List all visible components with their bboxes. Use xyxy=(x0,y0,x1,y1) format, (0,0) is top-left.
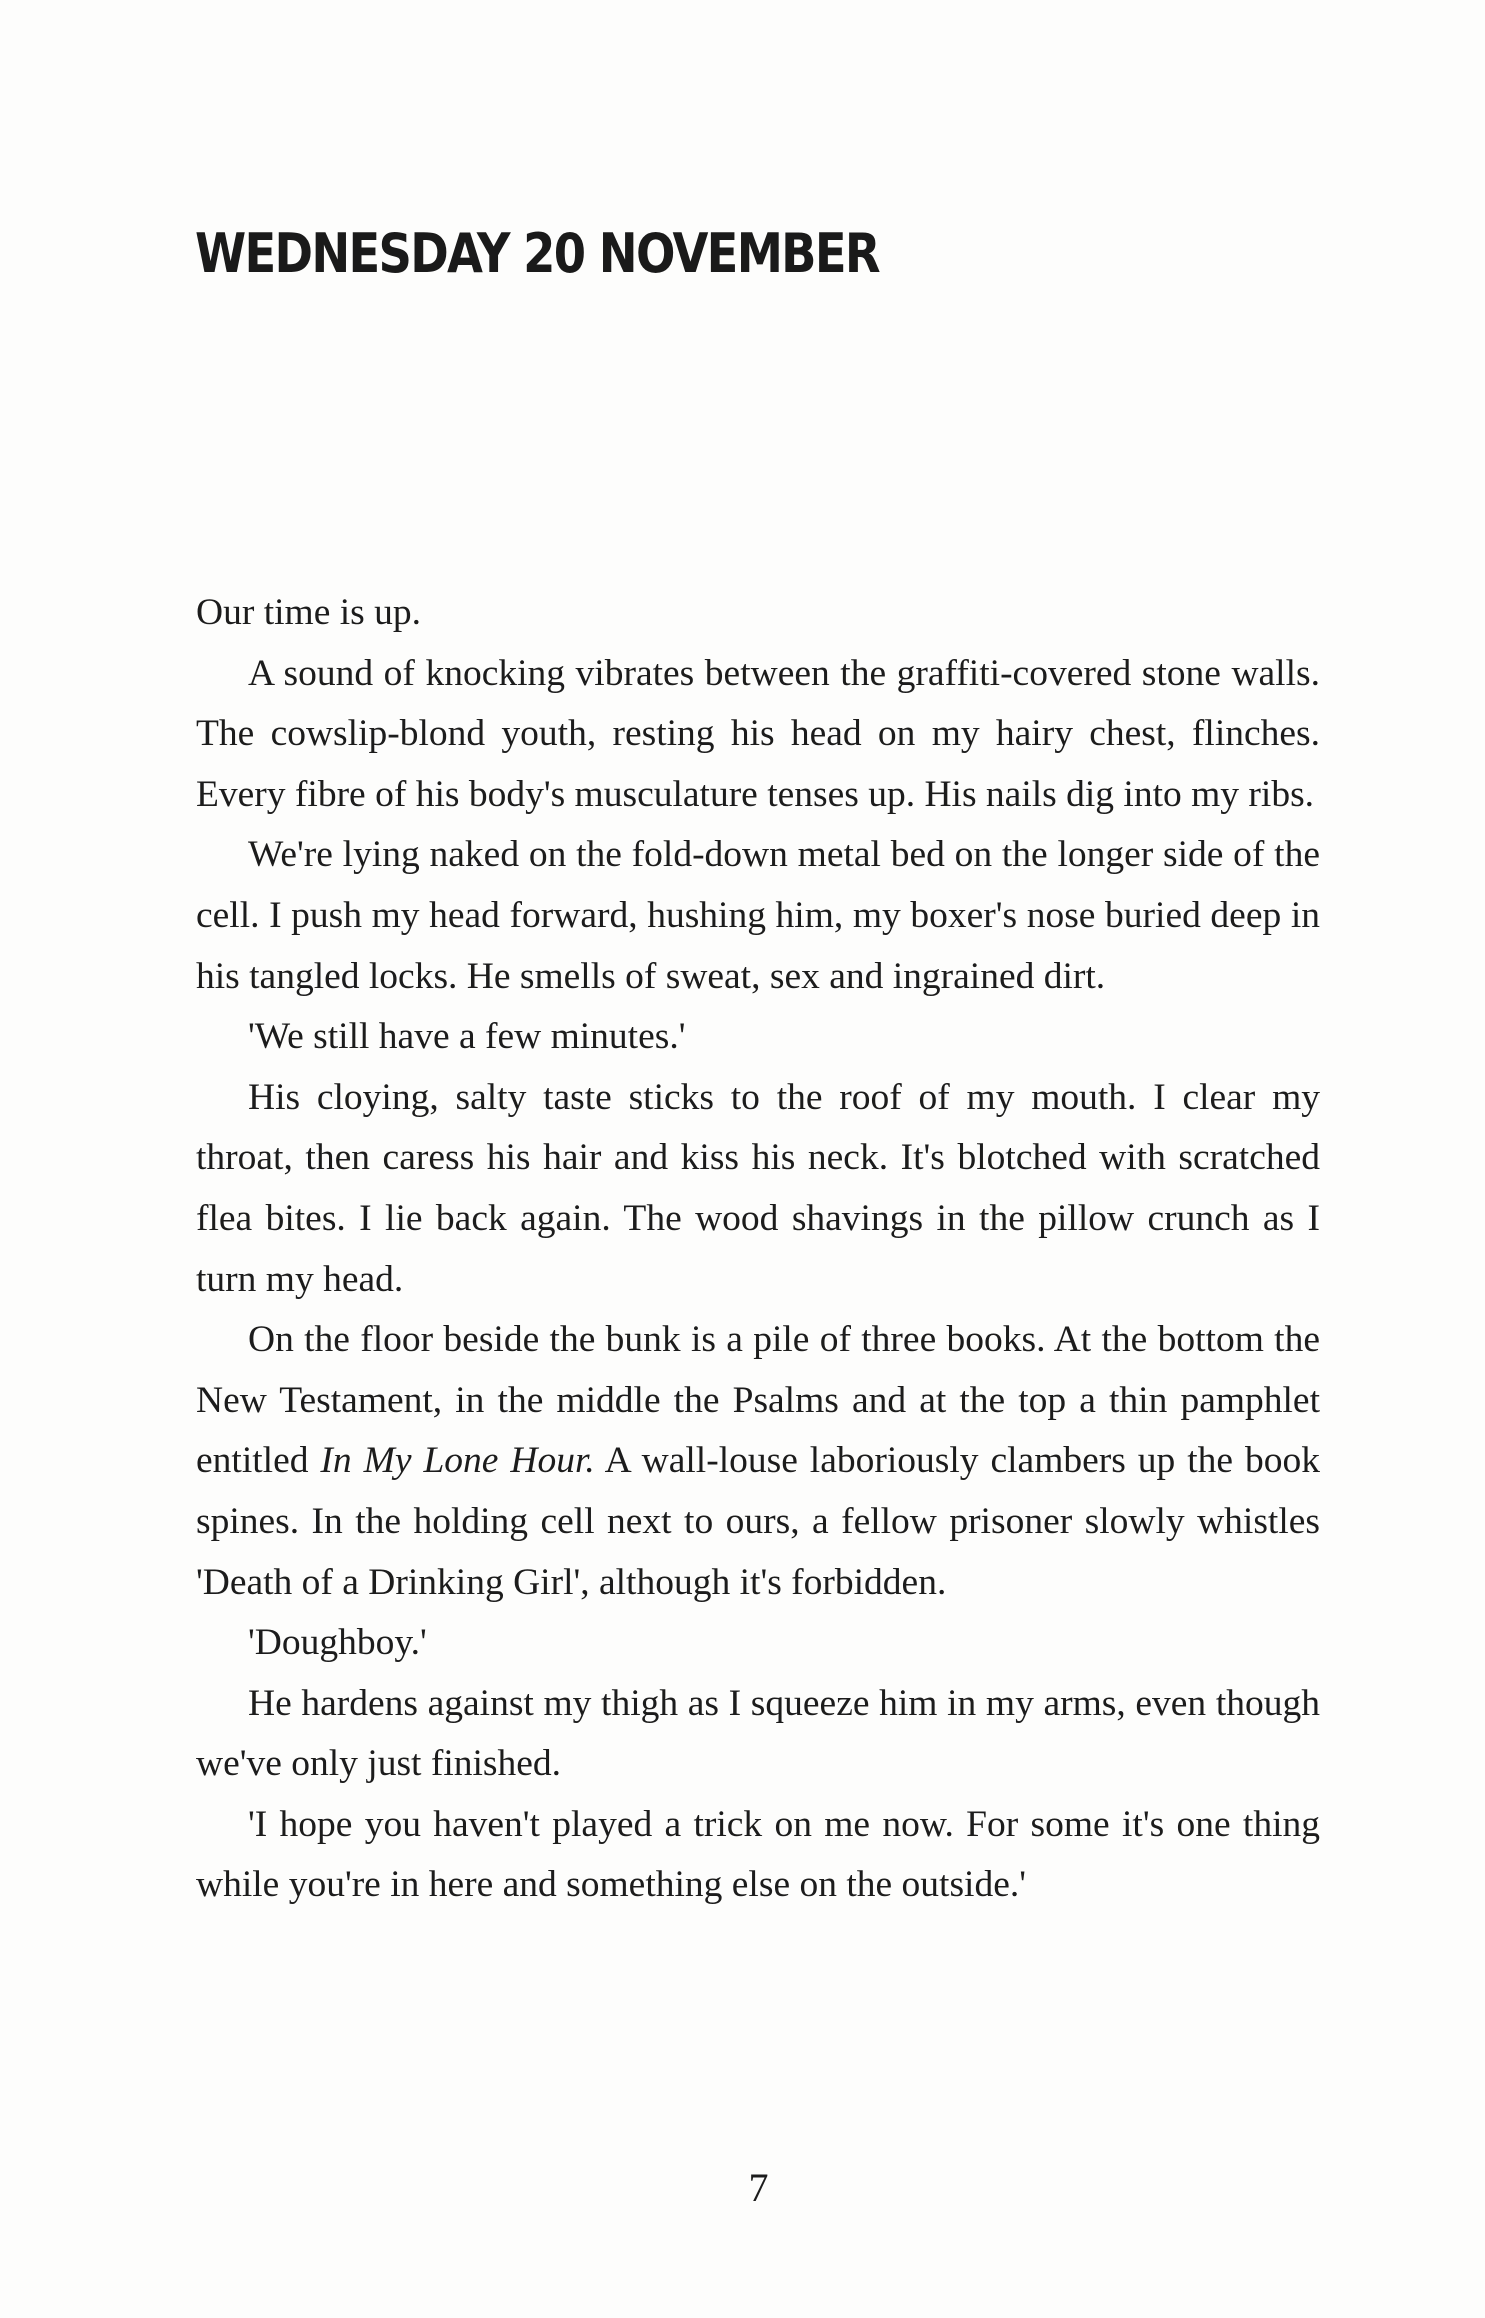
paragraph: Our time is up. xyxy=(196,592,421,633)
paragraph: We're lying naked on the fold-down metal bed on the longer side of the cell. I push my head forward, hushing him, my boxer's nose buried deep in his tangled locks. He smells of sweat, sex and ingrained dirt. xyxy=(196,834,1320,997)
paragraph: A sound of knocking vibrates between the graffiti-covered stone walls. The cowslip-blond youth, resting his head on my hairy chest, flinches. Every fibre of his body's musculature tenses up. His nails dig into my ribs. xyxy=(196,652,1320,815)
page-number: 7 xyxy=(748,2165,769,2210)
paragraph xyxy=(196,1310,1320,1613)
book-title: In My Lone Hour. xyxy=(320,1440,595,1482)
paragraph: 'Doughboy.' xyxy=(248,1622,427,1664)
chapter-heading: WEDNESDAY 20 NOVEMBER xyxy=(195,222,879,285)
paragraph: 'We still have a few minutes.' xyxy=(248,1016,686,1058)
paragraph: His cloying, salty taste sticks to the roof of my mouth. I clear my throat, then caress his hair and kiss his neck. It's blotched with scratched flea bites. I lie back again. The wood shavings in the pillow crunch as I turn my head. xyxy=(196,1076,1320,1300)
paragraph-text: A wall-louse laboriously clambers up the book spines. In the holding cell next to ours, a fellow prisoner slowly whistles 'Death of a Drinking Girl', although it's forbidden. xyxy=(196,1440,1321,1603)
body-text xyxy=(196,583,1320,1916)
paragraph: He hardens against my thigh as I squeeze him in my arms, even though we've only just finished. xyxy=(196,1682,1320,1785)
paragraph-text: On the floor beside the bunk is a pile of three books. At the bottom the New Testament, in the middle the Psalms and at the top a thin pamphlet entitled xyxy=(196,1319,1320,1482)
paragraph: 'I hope you haven't played a trick on me now. For some it's one thing while you're in here and something else on the outside.' xyxy=(196,1803,1320,1906)
